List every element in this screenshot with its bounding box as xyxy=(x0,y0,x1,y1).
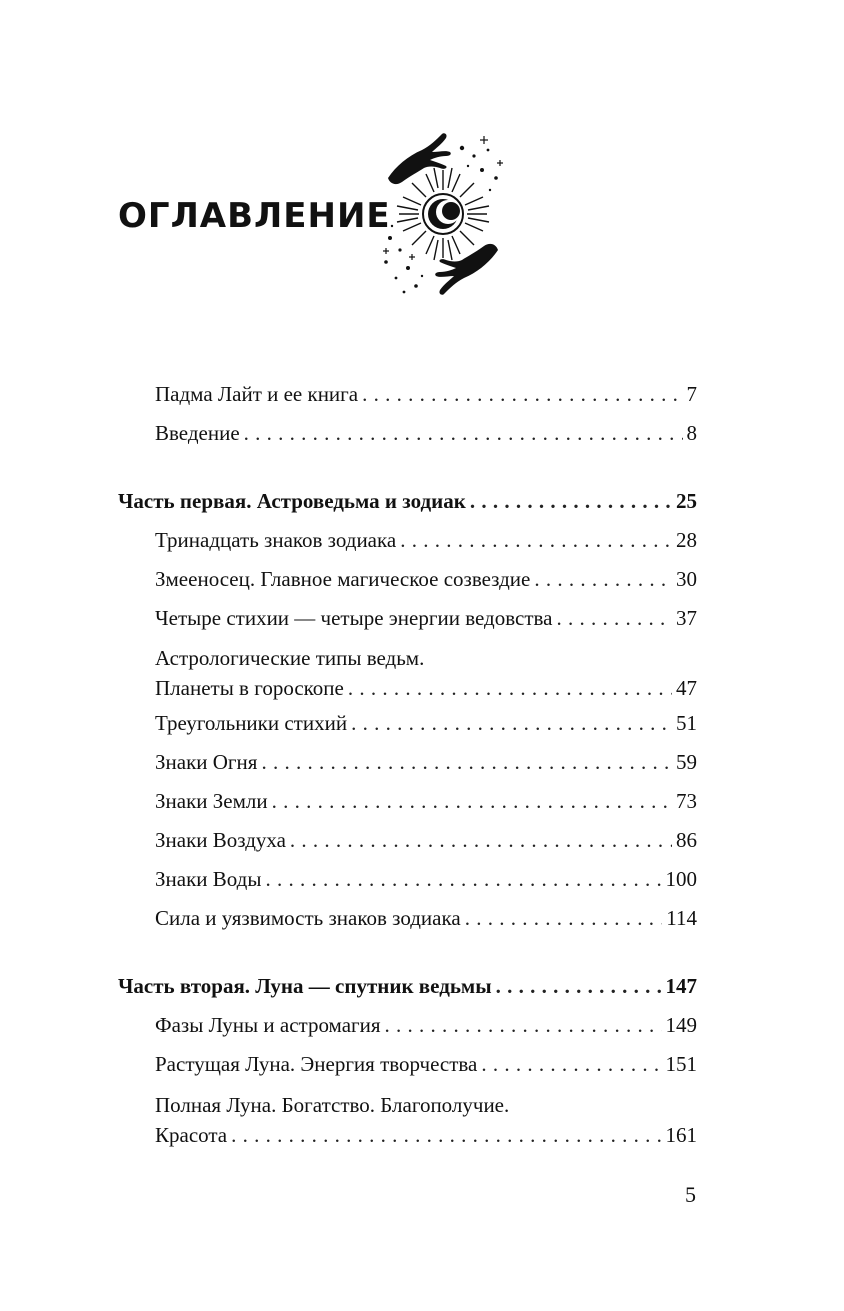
dot-leader xyxy=(351,710,672,736)
toc-entry[interactable] xyxy=(155,1012,697,1038)
toc-entry[interactable] xyxy=(155,605,697,631)
toc-entry[interactable] xyxy=(155,381,697,407)
toc-entry[interactable] xyxy=(155,905,697,931)
hands-sun-moon-emblem-icon xyxy=(378,126,508,302)
toc-part-title: Часть первая. Астроведьма и зодиак xyxy=(118,489,466,513)
toc-entry-title: Змееносец. Главное магическое созвездие xyxy=(155,567,531,591)
dot-leader xyxy=(470,488,672,514)
dot-leader xyxy=(272,788,672,814)
dot-leader xyxy=(265,866,661,892)
toc-entry[interactable] xyxy=(155,749,697,775)
toc-entry[interactable] xyxy=(155,420,697,446)
dot-leader xyxy=(231,1122,661,1148)
toc-entry-title: Четыре стихии — четыре энергии ведовства xyxy=(155,606,553,630)
toc-entry-title-line1: Астрологические типы ведьм. xyxy=(155,646,425,670)
toc-part-entry[interactable] xyxy=(118,488,697,514)
toc-entry-page: 51 xyxy=(676,711,697,735)
toc-entry-title: Падма Лайт и ее книга xyxy=(155,382,359,406)
toc-entry[interactable] xyxy=(155,1051,697,1077)
toc-entry-title: Красота xyxy=(155,1123,228,1147)
dot-leader xyxy=(534,566,672,592)
toc-entry-title: Тринадцать знаков зодиака xyxy=(155,528,397,552)
page-number: 5 xyxy=(685,1182,696,1207)
dot-leader xyxy=(465,905,663,931)
dot-leader xyxy=(261,749,672,775)
toc-entry-title: Знаки Воды xyxy=(155,867,262,891)
toc-entry[interactable] xyxy=(155,827,697,853)
dot-leader xyxy=(496,973,662,999)
toc-entry[interactable] xyxy=(155,710,697,736)
toc-entry[interactable] xyxy=(155,788,697,814)
toc-part-entry[interactable] xyxy=(118,973,697,999)
dot-leader xyxy=(244,420,683,446)
toc-entry-page: 73 xyxy=(676,789,697,813)
toc-entry-title: Знаки Воздуха xyxy=(155,828,286,852)
toc-entry-page: 149 xyxy=(665,1013,697,1037)
toc-entry-page: 86 xyxy=(676,828,697,852)
toc-entry-title-line1: Полная Луна. Богатство. Благополучие. xyxy=(155,1093,510,1117)
toc-entry-title: Планеты в гороскопе xyxy=(155,676,344,700)
toc-entry-page: 25 xyxy=(676,489,697,513)
dot-leader xyxy=(481,1051,661,1077)
dot-leader xyxy=(362,381,682,407)
toc-entry-page: 30 xyxy=(676,567,697,591)
toc-entry-page: 114 xyxy=(666,906,697,930)
toc-entry[interactable] xyxy=(155,866,697,892)
toc-entry-page: 151 xyxy=(665,1052,697,1076)
toc-entry-title: Растущая Луна. Энергия творчества xyxy=(155,1052,478,1076)
dot-leader xyxy=(400,527,672,553)
toc-entry-page: 37 xyxy=(676,606,697,630)
dot-leader xyxy=(385,1012,662,1038)
toc-entry-page: 8 xyxy=(686,421,697,445)
toc-entry-title: Треугольники стихий xyxy=(155,711,348,735)
toc-entry[interactable] xyxy=(155,527,697,553)
toc-entry-page: 100 xyxy=(665,867,697,891)
toc-entry-page: 47 xyxy=(676,676,697,700)
toc-entry-title: Сила и уязвимость знаков зодиака xyxy=(155,906,461,930)
dot-leader xyxy=(556,605,672,631)
toc-entry[interactable] xyxy=(155,645,697,701)
toc-entry-title: Фазы Луны и астромагия xyxy=(155,1013,381,1037)
toc-entry-page: 59 xyxy=(676,750,697,774)
dot-leader xyxy=(348,675,672,701)
toc-entry-page: 28 xyxy=(676,528,697,552)
toc-part-title: Часть вторая. Луна — спутник ведьмы xyxy=(118,974,492,998)
toc-entry-page: 7 xyxy=(686,382,697,406)
toc-entry[interactable] xyxy=(155,1092,697,1148)
dot-leader xyxy=(290,827,672,853)
toc-entry-page: 161 xyxy=(665,1123,697,1147)
toc-entry-title: Знаки Огня xyxy=(155,750,258,774)
toc-entry-page: 147 xyxy=(665,974,697,998)
toc-entry[interactable] xyxy=(155,566,697,592)
toc-entry-title: Знаки Земли xyxy=(155,789,268,813)
toc-entry-title: Введение xyxy=(155,421,240,445)
page-title: ОГЛАВЛЕНИЕ xyxy=(118,196,391,236)
